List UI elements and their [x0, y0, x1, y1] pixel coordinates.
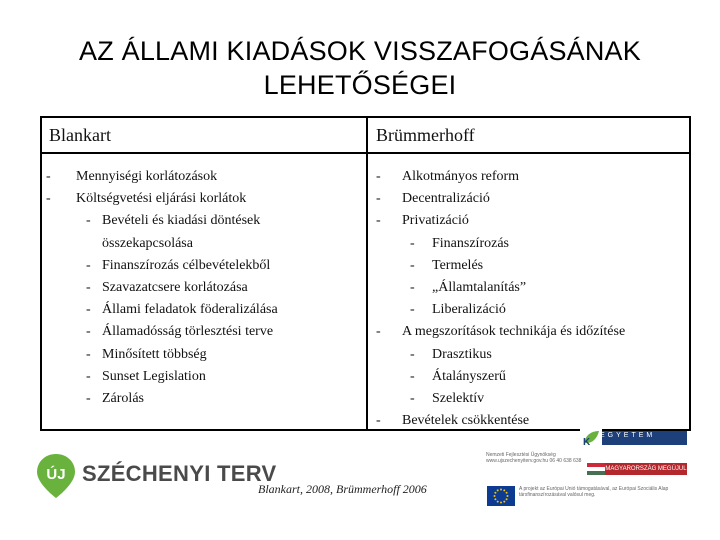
- bullet-dash: -: [410, 302, 415, 318]
- bullet-dash: -: [376, 324, 381, 340]
- bullet-dash: -: [376, 413, 381, 429]
- list-item: Finanszírozás célbevételekből: [102, 257, 271, 273]
- title-line-1: AZ ÁLLAMI KIADÁSOK VISSZAFOGÁSÁNAK: [79, 36, 641, 66]
- bullet-dash: -: [410, 346, 415, 362]
- eu-funding-text: A projekt az Európai Unió támogatásával, az Európai Szociális Alap társfinanszírozásával valósul meg.: [519, 486, 669, 498]
- bullet-dash: -: [376, 169, 381, 184]
- bullet-dash: -: [46, 191, 51, 207]
- header-blankart: Blankart: [49, 125, 111, 145]
- list-item: Minősített többség: [102, 346, 207, 362]
- szechenyi-terv-text: SZÉCHENYI TERV: [82, 461, 277, 486]
- list-item: Drasztikus: [432, 346, 492, 362]
- list-item: Liberalizáció: [432, 302, 506, 318]
- list-item: A megszorítások technikája és időzítése: [402, 324, 626, 340]
- egyetem-logo: [580, 427, 687, 449]
- bullet-dash: -: [410, 368, 415, 384]
- magyarorszag-megujul-label: MAGYARORSZÁG MEGÚJUL: [605, 463, 687, 475]
- list-item: Szelektív: [432, 391, 485, 406]
- list-item: Államadósság törlesztési terve: [102, 324, 274, 340]
- column-divider: [366, 118, 368, 429]
- bullet-dash: -: [86, 324, 91, 340]
- comparison-table: [40, 116, 691, 431]
- bullet-dash: -: [86, 257, 91, 273]
- bullet-dash: -: [376, 213, 381, 229]
- bullet-dash: -: [86, 280, 91, 295]
- hungarian-flag-icon: [587, 463, 605, 475]
- list-item: Finanszírozás: [432, 235, 509, 251]
- svg-text:K: K: [583, 437, 591, 448]
- bullet-dash: -: [86, 213, 91, 229]
- bullet-dash: -: [86, 302, 91, 318]
- list-item: Termelés: [432, 257, 484, 273]
- leaf-icon: [580, 427, 602, 449]
- list-item: „Államtalanítás”: [432, 280, 527, 295]
- list-item: összekapcsolása: [102, 235, 193, 251]
- bullet-dash: -: [410, 235, 415, 251]
- bullet-dash: -: [86, 346, 91, 362]
- source-caption: Blankart, 2008, Brümmerhoff 2006: [258, 482, 427, 496]
- header-brummerhoff: Brümmerhoff: [376, 125, 475, 145]
- list-item: Költségvetési eljárási korlátok: [76, 191, 247, 207]
- list-item: Sunset Legislation: [102, 368, 206, 384]
- list-item: Privatizáció: [402, 213, 469, 229]
- bullet-dash: -: [86, 368, 91, 384]
- list-item: Állami feladatok föderalizálása: [102, 302, 278, 318]
- list-item: Decentralizáció: [402, 191, 490, 207]
- list-item: Zárolás: [102, 391, 144, 406]
- list-item: Bevételi és kiadási döntések: [102, 213, 261, 229]
- egyetem-text: EGYETEM: [600, 432, 656, 439]
- list-item: Alkotmányos reform: [402, 169, 520, 184]
- bullet-dash: -: [410, 257, 415, 273]
- title-line-2: LEHETŐSÉGEI: [263, 70, 457, 100]
- list-item: Bevételek csökkentése: [402, 413, 530, 429]
- page-title: [0, 34, 720, 102]
- bullet-dash: -: [410, 391, 415, 406]
- szechenyi-terv-logo: [34, 452, 277, 500]
- szechenyi-pin-icon: [34, 452, 78, 500]
- bullet-dash: -: [376, 191, 381, 207]
- list-item: Mennyiségi korlátozások: [76, 169, 218, 184]
- bullet-dash: -: [46, 169, 51, 184]
- eu-flag-icon: [487, 486, 515, 506]
- list-item: Szavazatcsere korlátozása: [102, 280, 248, 295]
- list-item: Átalányszerű: [432, 368, 506, 384]
- bullet-dash: -: [86, 391, 91, 406]
- nfu-contact-text: Nemzeti Fejlesztési Ügynökség www.ujszechenyiterv.gov.hu 06 40 638 638: [486, 452, 582, 464]
- svg-text:ÚJ: ÚJ: [46, 466, 66, 483]
- bullet-dash: -: [410, 280, 415, 295]
